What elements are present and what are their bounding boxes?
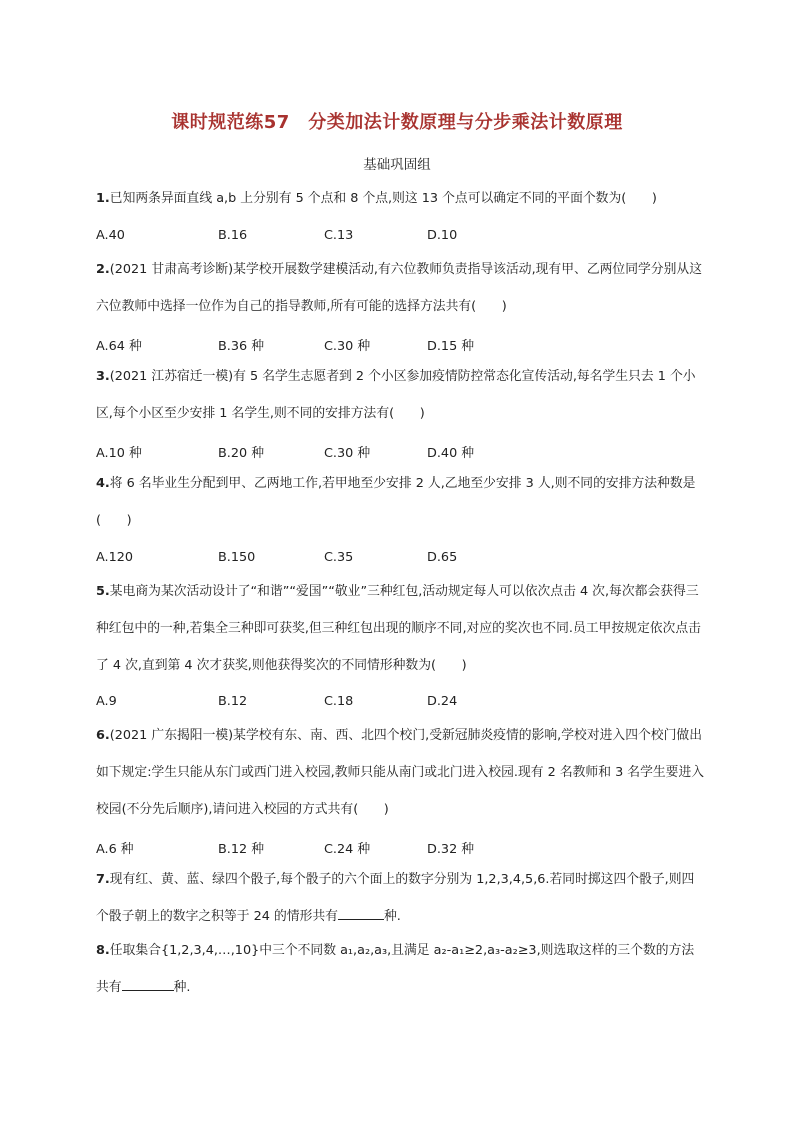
option-a: A.40: [96, 228, 125, 243]
option-c: C.35: [324, 550, 354, 565]
question-text-tail: 种.: [173, 980, 191, 995]
option-d: D.65: [427, 550, 458, 565]
question-text: 现有红、黄、蓝、绿四个骰子,每个骰子的六个面上的数字分别为 1,2,3,4,5,6.若同时掷这四个骰子,则四个骰子朝上的数字之积等于 24 的情形共有: [96, 872, 695, 924]
option-d: D.32 种: [427, 842, 475, 857]
question-text: 已知两条异面直线 a,b 上分别有 5 个点和 8 个点,则这 13 个点可以确定不同的平面个数为( ): [109, 191, 657, 206]
option-c: C.30 种: [324, 446, 371, 461]
option-b: B.12 种: [218, 842, 264, 857]
option-a: A.10 种: [96, 446, 142, 461]
option-d: D.40 种: [427, 446, 475, 461]
question-text-tail: 种.: [383, 909, 401, 924]
option-d: D.10: [427, 228, 458, 243]
option-b: B.16: [218, 228, 248, 243]
page-title: 课时规范练57 分类加法计数原理与分步乘法计数原理: [171, 112, 623, 133]
question-number: 3.: [96, 369, 110, 384]
answer-blank: [338, 905, 384, 920]
option-c: C.13: [324, 228, 354, 243]
question-number: 5.: [96, 584, 110, 599]
option-a: A.6 种: [96, 842, 134, 857]
question-number: 2.: [96, 262, 110, 277]
option-b: B.12: [218, 694, 248, 709]
question-3: [96, 358, 706, 432]
question-2: [96, 251, 706, 325]
section-heading: 基础巩固组: [363, 157, 431, 173]
answer-blank: [122, 976, 174, 991]
option-c: C.30 种: [324, 339, 371, 354]
question-5: [96, 573, 706, 684]
option-d: D.15 种: [427, 339, 475, 354]
question-6: [96, 717, 706, 828]
question-number: 8.: [96, 943, 110, 958]
option-b: B.150: [218, 550, 256, 565]
question-text: (2021 江苏宿迁一模)有 5 名学生志愿者到 2 个小区参加疫情防控常态化宣传活动,每名学生只去 1 个小区,每个小区至少安排 1 名学生,则不同的安排方法有( ): [96, 369, 696, 421]
option-c: C.18: [324, 694, 354, 709]
question-4: [96, 465, 706, 539]
question-1: [96, 180, 706, 217]
option-b: B.36 种: [218, 339, 264, 354]
option-b: B.20 种: [218, 446, 264, 461]
question-text: (2021 甘肃高考诊断)某学校开展数学建模活动,有六位教师负责指导该活动,现有甲、乙两位同学分别从这六位教师中选择一位作为自己的指导教师,所有可能的选择方法共有( ): [96, 262, 702, 314]
option-a: A.120: [96, 550, 134, 565]
option-a: A.9: [96, 694, 117, 709]
option-a: A.64 种: [96, 339, 142, 354]
question-text: 某电商为某次活动设计了“和谐”“爱国”“敬业”三种红包,活动规定每人可以依次点击 4 次,每次都会获得三种红包中的一种,若集全三种即可获奖,但三种红包出现的顺序不同,对应的奖次也不同.员工甲按规定依次点击了 4 次,直到第 4 次才获奖,则他获得奖次的不同情形种数为( ): [96, 584, 701, 673]
question-number: 7.: [96, 872, 110, 887]
question-7: [96, 861, 706, 935]
question-number: 1.: [96, 191, 110, 206]
question-text: 将 6 名毕业生分配到甲、乙两地工作,若甲地至少安排 2 人,乙地至少安排 3 人,则不同的安排方法种数是( ): [96, 476, 696, 528]
question-text: 任取集合{1,2,3,4,…,10}中三个不同数 a₁,a₂,a₃,且满足 a₂-a₁≥2,a₃-a₂≥3,则选取这样的三个数的方法共有: [96, 943, 695, 995]
question-number: 6.: [96, 728, 110, 743]
option-c: C.24 种: [324, 842, 371, 857]
option-d: D.24: [427, 694, 458, 709]
question-8: [96, 932, 706, 1006]
question-text: (2021 广东揭阳一模)某学校有东、南、西、北四个校门,受新冠肺炎疫情的影响,学校对进入四个校门做出如下规定:学生只能从东门或西门进入校园,教师只能从南门或北门进入校园.现有 2 名教师和 3 名学生要进入校园(不分先后顺序),请问进入校园的方式共有( ): [96, 728, 705, 817]
question-number: 4.: [96, 476, 110, 491]
